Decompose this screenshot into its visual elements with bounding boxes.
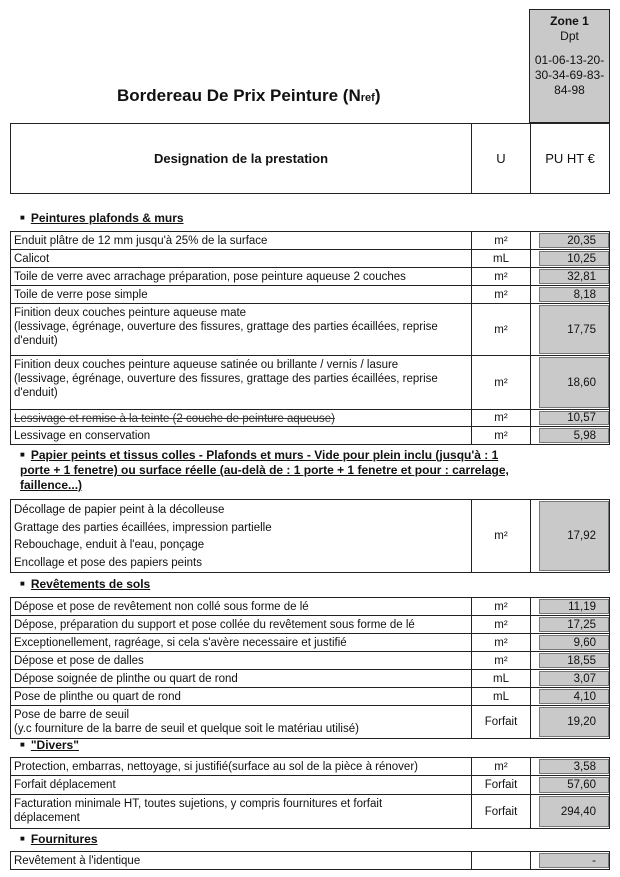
bullet-icon: ■ [20,740,25,749]
column-header-row [10,123,610,194]
table-row: Revêtement à l'identique - [11,852,609,869]
table-row: Dépose et pose de dalles m² 18,55 [11,652,609,670]
table-row: Décollage de papier peint à la décolleuse Grattage des parties écaillées, impression partielle Rebouchage, enduit à l'eau, ponçage Encollage et pose des papiers peints m² 17,92 [11,500,609,572]
table-row: Pose de plinthe ou quart de rond mL 4,10 [11,688,609,706]
table-row: Lessivage en conservation m² 5,98 [11,427,609,444]
zone-title: Zone 1 [550,14,589,28]
table-papiers [10,499,610,573]
table-row: Exceptionellement, ragréage, si cela s'avère necessaire et justifié m² 9,60 [11,634,609,652]
table-row: Lessivage et remise à la teinte (2 couche de peinture aqueuse) m² 10,57 [11,410,609,427]
table-row: Calicot mL 10,25 [11,250,609,268]
price-header: PU HT € [545,151,595,166]
bullet-icon: ■ [20,579,25,588]
table-row: Dépose et pose de revêtement non collé sous forme de lé m² 11,19 [11,598,609,616]
table-sols [10,597,610,739]
table-row: Dépose soignée de plinthe ou quart de rond mL 3,07 [11,670,609,688]
table-row: Pose de barre de seuil (y.c fourniture de la barre de seuil et quelque soit le matériau utilisé) Forfait 19,20 [11,706,609,738]
bullet-icon: ■ [20,834,25,843]
table-row: Forfait déplacement Forfait 57,60 [11,776,609,795]
table-row: Dépose, préparation du support et pose collée du revêtement sous forme de lé m² 17,25 [11,616,609,634]
section-title-sols: ■ Revêtements de sols [20,577,151,591]
bullet-icon: ■ [20,213,25,222]
zone-departments: 01-06-13-20- 30-34-69-83- 84-98 [534,53,605,97]
zone-subtitle: Dpt [560,29,579,43]
table-row: Protection, embarras, nettoyage, si justifié(surface au sol de la pièce à rénover) m² 3,58 [11,758,609,776]
bullet-icon: ■ [20,450,25,459]
unit-header: U [472,124,531,193]
table-fournitures [10,851,610,870]
section-title-fournitures: ■ Fournitures [20,832,98,846]
designation-header: Designation de la prestation [11,124,472,193]
table-peintures [10,231,610,445]
page-title: Bordereau De Prix Peinture (Nref) [117,86,381,105]
table-row: Toile de verre avec arrachage préparation, pose peinture aqueuse 2 couches m² 32,81 [11,268,609,286]
section-title-divers: ■ "Divers" [20,738,79,752]
table-row: Toile de verre pose simple m² 8,18 [11,286,609,304]
table-row: Finition deux couches peinture aqueuse satinée ou brillante / vernis / lasure (lessivage, égrénage, ouverture des fissures, grattage des parties écaillées, reprise d'enduit) m² 18,60 [11,356,609,410]
section-title-papiers: ■ Papier peints et tissus colles - Plafonds et murs - Vide pour plein inclu (jusqu'à : 1 porte + 1 fenetre) ou surface réelle (au-delà de : 1 porte + 1 fenetre et pour : carrelage, faillence...) [20,448,509,492]
table-row: Finition deux couches peinture aqueuse mate (lessivage, égrénage, ouverture des fissures, grattage des parties écaillées, reprise d'enduit) m² 17,75 [11,304,609,356]
table-divers [10,757,610,829]
table-row: Enduit plâtre de 12 mm jusqu'à 25% de la surface m² 20,35 [11,232,609,250]
zone-box [529,9,610,123]
table-row: Facturation minimale HT, toutes sujetions, y compris fournitures et forfait déplacement Forfait 294,40 [11,795,609,828]
section-title-peintures: ■ Peintures plafonds & murs [20,211,184,225]
